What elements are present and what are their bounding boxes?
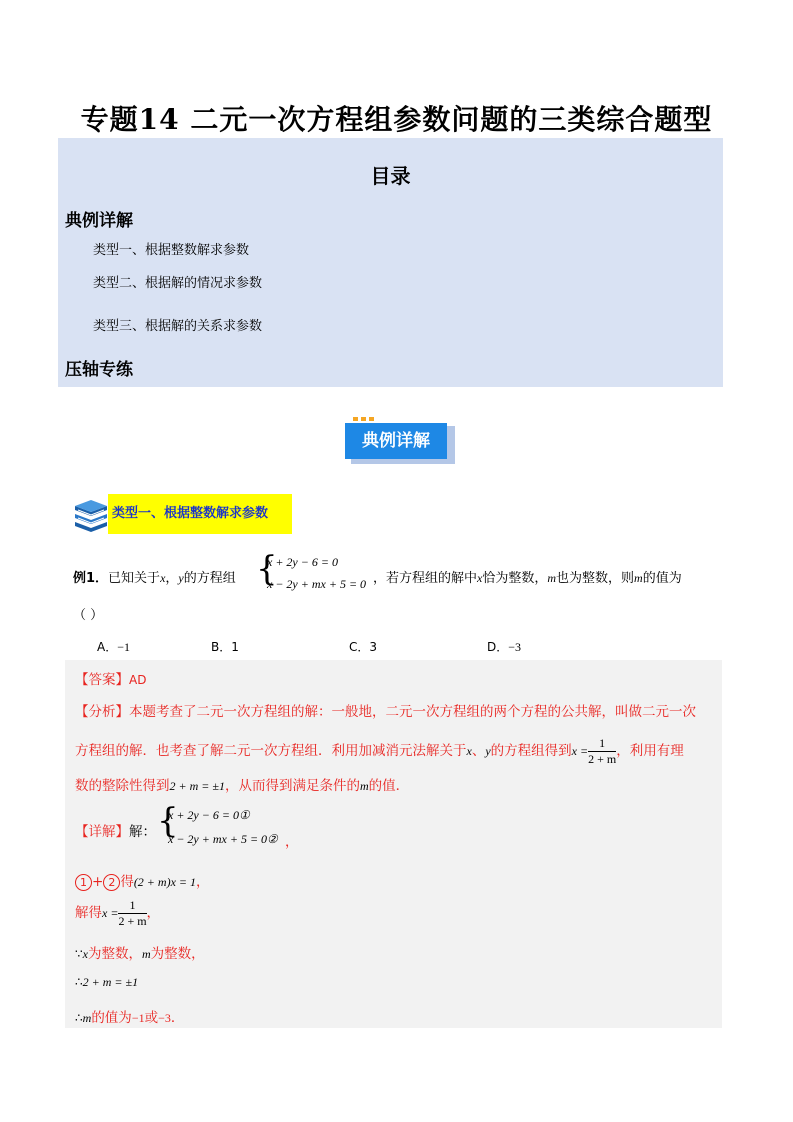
problem-label: 例1． bbox=[73, 571, 109, 586]
toc-heading: 目录 bbox=[370, 164, 411, 188]
detail-comma: ， bbox=[285, 834, 299, 850]
option-value: 3 bbox=[369, 640, 378, 654]
value-neg-one: −1 bbox=[131, 1011, 145, 1025]
step-text: ． bbox=[170, 1010, 185, 1026]
step-text: 解得 bbox=[75, 905, 102, 921]
analysis-text: 的值． bbox=[368, 778, 410, 794]
detail-line bbox=[75, 820, 156, 840]
therefore-symbol: ∴ bbox=[75, 1011, 83, 1025]
option-letter: A． bbox=[97, 640, 118, 654]
table-of-contents bbox=[58, 138, 723, 387]
math-expr: (2 + m)x = 1 bbox=[133, 875, 196, 889]
books-icon bbox=[72, 498, 110, 532]
analysis-text: 的方程组得到 bbox=[490, 743, 572, 759]
var-x: x bbox=[82, 947, 88, 961]
fraction-numerator: 1 bbox=[588, 736, 616, 752]
problem-text: 恰为整数， bbox=[482, 571, 548, 586]
option-value: −3 bbox=[508, 640, 522, 654]
option-b[interactable] bbox=[211, 638, 239, 655]
option-a[interactable] bbox=[97, 638, 130, 655]
detail-eq2: x − 2y + mx + 5 = 0② bbox=[168, 832, 278, 846]
detail-tag: 【详解】 bbox=[75, 824, 129, 840]
toc-item-type2[interactable]: 类型二、根据解的情况求参数 bbox=[93, 276, 263, 291]
step-4 bbox=[75, 974, 138, 990]
answer-blank: （ ） bbox=[73, 608, 104, 623]
system-eq1: x + 2y − 6 = 0 bbox=[267, 555, 338, 569]
var-x: x bbox=[466, 744, 472, 758]
step-5 bbox=[75, 1006, 184, 1026]
math-expr: 2 + m = ±1 bbox=[82, 975, 139, 989]
analysis-tag: 【分析】 bbox=[75, 704, 129, 720]
var-x: x bbox=[160, 571, 166, 585]
var-y: y bbox=[485, 744, 491, 758]
answer-tag: 【答案】 bbox=[75, 672, 129, 688]
fraction bbox=[588, 736, 616, 767]
analysis-text: ，从而得到满足条件的 bbox=[224, 778, 360, 794]
fraction bbox=[118, 898, 146, 929]
answer-value: AD bbox=[129, 673, 147, 687]
problem-text: 也为整数，则 bbox=[556, 571, 635, 586]
x-equals: x = bbox=[102, 906, 119, 920]
because-symbol: ∵ bbox=[75, 947, 83, 961]
analysis-line-2 bbox=[75, 734, 730, 768]
analysis-line-3 bbox=[75, 774, 725, 794]
math-expr: 2 + m = ±1 bbox=[169, 779, 225, 793]
step-text: ， bbox=[146, 905, 161, 921]
problem-text: ，若方程组的解中 bbox=[373, 571, 478, 586]
fraction-denominator: 2 + m bbox=[118, 914, 147, 928]
option-letter: D． bbox=[487, 640, 509, 654]
option-letter: C． bbox=[349, 640, 370, 654]
problem-text: 的方程组 bbox=[183, 571, 236, 586]
problem-text: 的值为 bbox=[642, 571, 682, 586]
analysis-line-1 bbox=[75, 700, 725, 720]
circled-one: 1 bbox=[75, 874, 92, 891]
step-2 bbox=[75, 896, 160, 930]
analysis-text: 本题考查了二元一次方程组的解：一般地，二元一次方程组的两个方程的公共解，叫做二元一次 bbox=[129, 704, 696, 720]
problem-statement-cont bbox=[373, 567, 682, 586]
toc-section-practice[interactable]: 压轴专练 bbox=[65, 360, 133, 380]
detail-eq1: x + 2y − 6 = 0① bbox=[168, 808, 250, 822]
step-1 bbox=[75, 870, 210, 891]
step-text: 或 bbox=[144, 1010, 159, 1026]
step-text: 的值为 bbox=[91, 1010, 132, 1026]
solution-box bbox=[65, 660, 722, 1028]
detail-brace: { bbox=[157, 801, 179, 841]
var-y: y bbox=[178, 571, 184, 585]
toc-item-type1[interactable]: 类型一、根据整数解求参数 bbox=[93, 243, 250, 258]
problem-sep: ， bbox=[165, 571, 179, 586]
detail-lead: 解： bbox=[129, 824, 156, 840]
var-m: m bbox=[359, 779, 369, 793]
answer-line bbox=[75, 668, 146, 688]
analysis-text: 数的整除性得到 bbox=[75, 778, 170, 794]
analysis-text: 、 bbox=[471, 743, 486, 759]
problem-text: 已知关于 bbox=[108, 571, 161, 586]
option-d[interactable] bbox=[487, 638, 521, 655]
type-label: 类型一、根据整数解求参数 bbox=[108, 494, 292, 534]
step-3 bbox=[75, 942, 205, 962]
option-c[interactable] bbox=[349, 638, 377, 655]
option-value: 1 bbox=[231, 640, 239, 654]
x-equals: x = bbox=[571, 744, 589, 758]
document-title: 专题14 二元一次方程组参数问题的三类综合题型 bbox=[80, 103, 713, 136]
fraction-numerator: 1 bbox=[118, 898, 146, 914]
plus-sign: + bbox=[92, 874, 104, 890]
step-text: ， bbox=[196, 874, 210, 890]
step-text: 为整数， bbox=[87, 946, 142, 962]
therefore-symbol: ∴ bbox=[75, 975, 83, 989]
step-text: 为整数， bbox=[150, 946, 205, 962]
var-m: m bbox=[634, 571, 643, 585]
toc-item-type3[interactable]: 类型三、根据解的关系求参数 bbox=[93, 319, 263, 334]
system-brace: { bbox=[256, 549, 278, 589]
option-letter: B． bbox=[211, 640, 232, 654]
section-banner bbox=[345, 420, 455, 466]
var-m: m bbox=[82, 1011, 92, 1025]
value-neg-three: −3 bbox=[158, 1011, 171, 1025]
banner-label: 典例详解 bbox=[345, 423, 447, 459]
system-eq2: x − 2y + mx + 5 = 0 bbox=[267, 577, 367, 591]
fraction-denominator: 2 + m bbox=[588, 752, 617, 766]
analysis-text: ，利用有理 bbox=[616, 743, 684, 759]
circled-two: 2 bbox=[103, 874, 120, 891]
var-m: m bbox=[141, 947, 151, 961]
var-x: x bbox=[477, 571, 483, 585]
var-m: m bbox=[547, 571, 557, 585]
toc-section-examples[interactable]: 典例详解 bbox=[65, 211, 133, 231]
option-value: −1 bbox=[117, 640, 130, 654]
banner-dots bbox=[353, 417, 375, 421]
step-text: 得 bbox=[120, 874, 134, 890]
analysis-text: 方程组的解．也考查了解二元一次方程组．利用加减消元法解关于 bbox=[75, 743, 467, 759]
